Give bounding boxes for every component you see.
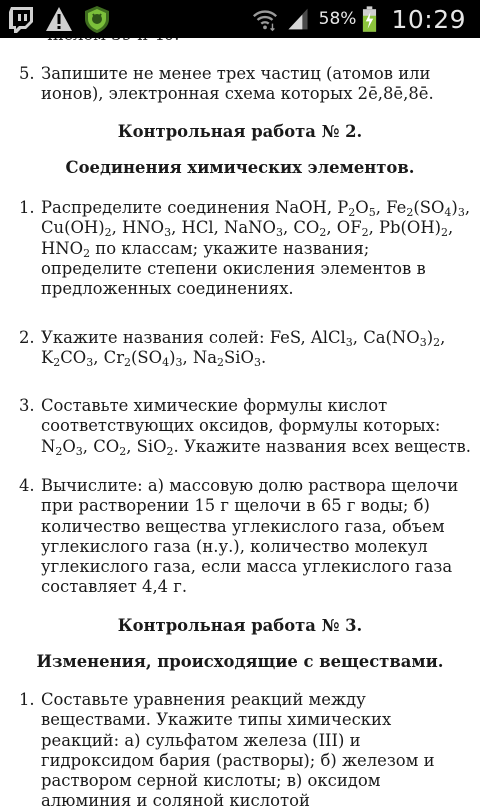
section3-subtitle: Изменения, происходящие с веществами.: [36, 652, 444, 671]
text-line: углекислого газа (н.у.), количество молекул: [41, 536, 428, 556]
warning-icon: [44, 4, 74, 34]
text-line: соответствующих оксидов, формулы которых:: [41, 416, 441, 436]
text-line: ионов), электронная схема которых 2ē,8ē,8ē.: [41, 84, 434, 104]
item-number: 3.: [19, 396, 35, 415]
text-line: раствором серной кислоты; в) оксидом: [41, 771, 381, 791]
text-line: $Cu(OH)_2$, $HNO_3$, HCl, NaNO$_3$, $CO_2$, $OF_2$, $Pb(OH)_2$,: [41, 218, 454, 240]
text-line: алюминия и соляной кислотой: [41, 791, 310, 811]
battery-percent: 58%: [318, 9, 357, 29]
text-line: углекислого газа, если масса углекислого газа: [41, 557, 453, 577]
item-text: [41, 396, 473, 457]
item-text: [41, 690, 473, 812]
text-line: количество вещества углекислого газа, объем: [41, 516, 445, 536]
section2-subtitle: Соединения химических элементов.: [65, 158, 415, 177]
twitch-icon: [6, 4, 36, 34]
battery-charging-icon: [362, 6, 377, 33]
text-line: Составьте уравнения реакций между: [41, 690, 366, 709]
clock-time: 10:29: [391, 4, 466, 34]
item-text: [41, 476, 473, 598]
text-line: Вычислите: а) массовую долю раствора щелочи: [41, 476, 459, 495]
text-line: при растворении 15 г щелочи в 65 г воды; б): [41, 496, 430, 516]
text-line: Составьте химические формулы кислот: [41, 396, 388, 415]
signal-icon: [285, 5, 311, 33]
text-line: реакций: а) сульфатом железа (III) и: [41, 730, 361, 750]
item-number: 2.: [19, 328, 35, 347]
item-number: 1.: [19, 690, 35, 709]
item-number: 5.: [19, 64, 35, 83]
text-line: гидроксидом бария (растворы); б) железом и: [41, 750, 435, 770]
notification-icons: [6, 4, 112, 34]
system-indicators: [251, 0, 466, 38]
text-line: Укажите названия солей: FeS, AlCl$_3$, $Ca(NO_3)_2$,: [41, 328, 446, 349]
section3-title: Контрольная работа № 3.: [117, 616, 363, 635]
text-line: веществами. Укажите типы химических: [41, 710, 392, 730]
shield-app-icon: [82, 4, 112, 34]
wifi-icon: [251, 5, 279, 33]
text-line: Запишите не менее трех частиц (атомов или: [41, 64, 431, 83]
text-line: составляет 4,4 г.: [41, 577, 188, 597]
item-text: [41, 64, 473, 105]
item-text: [41, 198, 473, 299]
status-bar: [0, 0, 480, 38]
item-number: 4.: [19, 476, 35, 495]
text-line: $N_2O_3$, $CO_2$, SiO$_2$. Укажите названия всех веществ.: [41, 436, 471, 458]
text-line: предложенных соединениях.: [41, 279, 294, 299]
item-text: [41, 328, 473, 369]
text-line: $K_2CO_3$, $Cr_2(SO_4)_3$, $Na_2SiO_3$.: [41, 348, 267, 370]
text-line: определите степени окисления элементов в: [41, 258, 426, 278]
item-number: 1.: [19, 198, 35, 217]
text-line: Распределите соединения NaOH, $P_2O_5$, $Fe_2(SO_4)_3$,: [41, 198, 471, 219]
section2-title: Контрольная работа № 2.: [117, 122, 363, 141]
text-line: $HNO_2$ по классам; укажите названия;: [41, 238, 370, 260]
